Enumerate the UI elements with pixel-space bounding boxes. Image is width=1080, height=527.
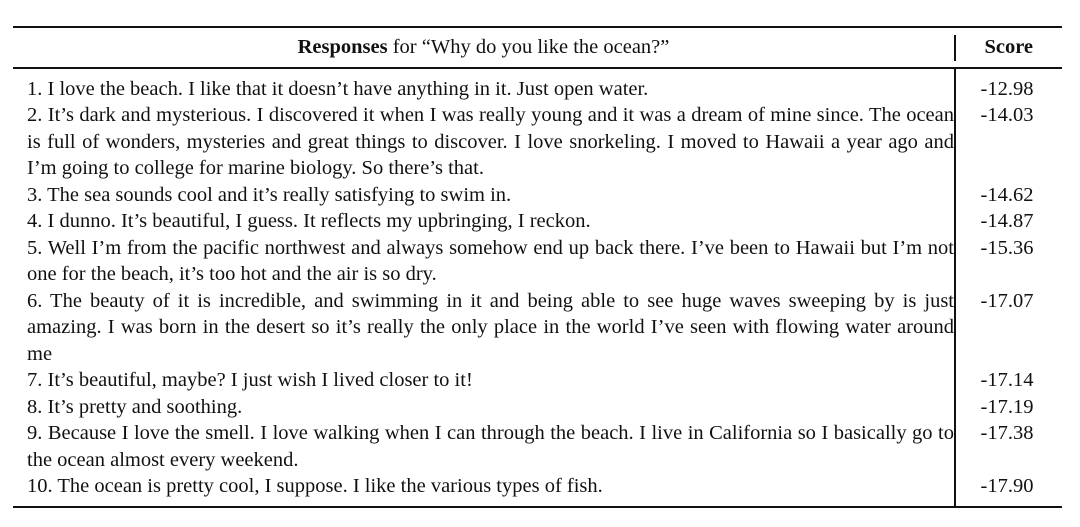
score-column-header: Score	[984, 36, 1034, 58]
table-body	[13, 69, 1062, 506]
bottom-rule	[13, 506, 1062, 508]
score-cell: -14.03	[980, 104, 1034, 126]
response-cell: 1. I love the beach. I like that it doesn’t have anything in it. Just open water.	[27, 77, 649, 100]
responses-column-header	[13, 28, 954, 67]
response-cell: 10. The ocean is pretty cool, I suppose. I like the various types of fish.	[27, 475, 603, 497]
response-cell: 2. It’s dark and mysterious. I discovered it when I was really young and it was a dream of mine since. The ocean is full of wonders, mysteries and great things to discover. I love snorkeling. I moved to Hawaii a year ago and I’m going to college for marine biology. So there’s that.	[27, 104, 954, 179]
response-cell: 7. It’s beautiful, maybe? I just wish I lived closer to it!	[27, 369, 473, 391]
responses-header-question: for “Why do you like the ocean?”	[387, 36, 670, 58]
response-cell: 6. The beauty of it is incredible, and swimming in it and being able to see huge waves sweeping by is just amazing. I was born in the desert so it’s really the only place in the world I’ve seen with flowing water around me	[27, 289, 954, 365]
responses-table	[13, 26, 1062, 508]
response-cell: 8. It’s pretty and soothing.	[27, 395, 243, 418]
score-cell: -17.14	[980, 369, 1034, 391]
response-cell: 4. I dunno. It’s beautiful, I guess. It reflects my upbringing, I reckon.	[27, 210, 591, 232]
score-cell: -14.87	[980, 210, 1034, 232]
table-row	[13, 394, 1062, 421]
table-row	[13, 473, 1062, 500]
score-cell: -14.62	[980, 183, 1034, 206]
score-cell: -12.98	[980, 77, 1034, 100]
table-row	[13, 420, 1062, 473]
score-cell: -17.38	[980, 422, 1034, 444]
responses-header-bold: Responses	[297, 36, 388, 58]
score-cell: -17.19	[980, 395, 1034, 418]
table-row	[13, 288, 1062, 368]
table-row	[13, 208, 1062, 235]
score-cell: -17.07	[980, 289, 1034, 312]
score-cell: -17.90	[980, 475, 1034, 497]
table-row	[13, 76, 1062, 103]
response-cell: 5. Well I’m from the pacific northwest and always somehow end up back there. I’ve been to Hawaii but I’m not one for the beach, it’s too hot and the air is so dry.	[27, 236, 954, 285]
table-row	[13, 102, 1062, 182]
table-row	[13, 182, 1062, 209]
table-row	[13, 235, 1062, 288]
response-cell: 9. Because I love the smell. I love walking when I can through the beach. I live in California so I basically go to the ocean almost every weekend.	[27, 422, 954, 471]
response-cell: 3. The sea sounds cool and it’s really satisfying to swim in.	[27, 183, 512, 206]
table-header	[13, 28, 1062, 67]
score-cell: -15.36	[980, 236, 1034, 259]
table-row	[13, 367, 1062, 394]
body-column-separator	[954, 69, 956, 506]
